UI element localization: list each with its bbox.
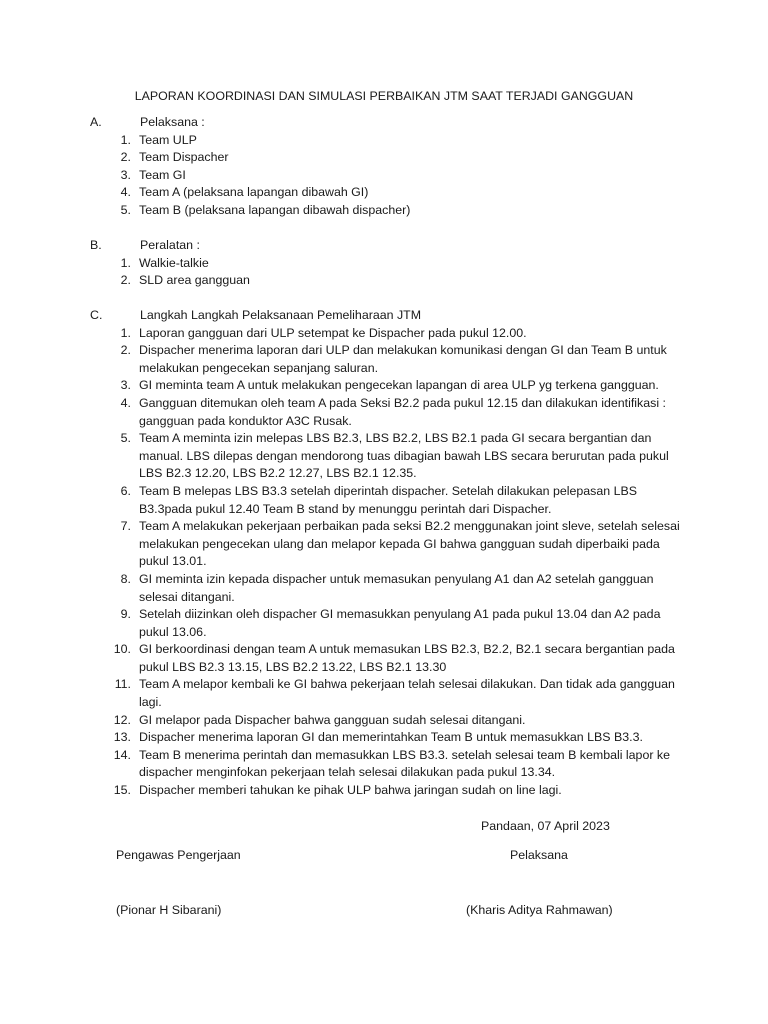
section-c — [90, 307, 690, 800]
item-number: 12. — [113, 712, 131, 727]
item-text: Dispacher memberi tahukan ke pihak ULP bahwa jaringan sudah on line lagi. — [139, 783, 562, 798]
list-item — [90, 571, 690, 606]
item-number: 8. — [120, 571, 131, 586]
section-letter: C. — [90, 308, 103, 322]
item-text: GI melapor pada Dispacher bahwa gangguan sudah selesai ditangani. — [139, 712, 526, 727]
item-number: 2. — [120, 343, 131, 358]
item-text: Team ULP — [139, 132, 197, 147]
list-item — [90, 342, 690, 377]
list-langkah — [90, 325, 690, 800]
document-title: LAPORAN KOORDINASI DAN SIMULASI PERBAIKAN JTM SAAT TERJADI GANGGUAN — [134, 89, 634, 103]
section-letter: B. — [90, 238, 102, 252]
item-number: 2. — [120, 150, 131, 165]
list-item — [90, 325, 690, 343]
section-title: Peralatan : — [140, 238, 200, 252]
item-number: 2. — [120, 273, 131, 288]
list-item — [90, 729, 690, 747]
item-text: Setelah diizinkan oleh dispacher GI memasukkan penyulang A1 pada pukul 13.04 dan A2 pada pukul 13.06. — [139, 607, 661, 639]
list-peralatan — [90, 255, 690, 290]
list-pelaksana — [90, 132, 690, 220]
item-number: 1. — [120, 255, 131, 270]
left-signer-role: Pengawas Pengerjaan — [116, 848, 241, 862]
item-text: Dispacher menerima laporan GI dan memerintahkan Team B untuk memasukkan LBS B3.3. — [139, 730, 643, 745]
item-text: Team A meminta izin melepas LBS B2.3, LBS B2.2, LBS B2.1 pada GI secara bergantian dan manual. LBS dilepas dengan mendorong tuas dibagian bawah LBS secara berurutan pada pukul LBS B2.3 12.20, LBS B2.2 12.27, LBS B2.1 12.35. — [139, 431, 669, 481]
item-number: 11. — [114, 677, 131, 692]
list-item — [90, 676, 690, 711]
list-item — [90, 712, 690, 730]
list-item — [90, 518, 690, 571]
list-item — [90, 149, 690, 167]
section-title: Langkah Langkah Pelaksanaan Pemeliharaan JTM — [140, 308, 422, 322]
item-text: Team B menerima perintah dan memasukkan LBS B3.3. setelah selesai team B kembali lapor ke dispacher menginfokan pekerjaan telah selesai dilakukan pada pukul 13.34. — [139, 747, 670, 780]
item-number: 3. — [120, 167, 131, 182]
item-text: Team GI — [139, 167, 186, 182]
list-item — [90, 272, 690, 290]
list-item — [90, 747, 690, 782]
section-a — [90, 114, 690, 220]
item-text: GI meminta team A untuk melakukan pengecekan lapangan di area ULP yg terkena gangguan. — [139, 378, 659, 393]
section-heading — [90, 114, 690, 132]
item-text: Walkie-talkie — [139, 255, 209, 270]
item-number: 1. — [120, 132, 131, 147]
item-text: SLD area gangguan — [139, 273, 250, 288]
list-item — [90, 202, 690, 220]
item-number: 5. — [120, 431, 131, 446]
item-number: 10. — [113, 642, 131, 657]
item-text: GI berkoordinasi dengan team A untuk memasukan LBS B2.3, B2.2, B2.1 secara bergantian pada pukul LBS B2.3 13.15, LBS B2.2 13.22, LBS B2.1 13.30 — [139, 642, 675, 674]
list-item — [90, 377, 690, 395]
section-b — [90, 237, 690, 290]
section-heading — [90, 307, 690, 325]
item-number: 7. — [120, 519, 131, 534]
list-item — [90, 430, 690, 483]
list-item — [90, 395, 690, 430]
right-signer-name: (Kharis Aditya Rahmawan) — [466, 903, 613, 917]
item-text: Laporan gangguan dari ULP setempat ke Dispacher pada pukul 12.00. — [139, 325, 527, 340]
list-item — [90, 483, 690, 518]
list-item — [90, 255, 690, 273]
section-heading — [90, 237, 690, 255]
item-text: Dispacher menerima laporan dari ULP dan melakukan komunikasi dengan GI dan Team B untuk melakukan pengecekan sepanjang saluran. — [139, 343, 667, 375]
item-text: Team A (pelaksana lapangan dibawah GI) — [139, 185, 369, 200]
left-signer-name: (Pionar H Sibarani) — [116, 903, 222, 917]
item-number: 5. — [120, 202, 131, 217]
item-number: 9. — [120, 607, 131, 622]
item-text: Team A melakukan pekerjaan perbaikan pada seksi B2.2 menggunakan joint sleve, setelah selesai melakukan pengecekan ulang dan melapor kepada GI bahwa gangguan sudah diperbaiki pada pukul 13.01. — [139, 519, 680, 569]
item-number: 1. — [120, 325, 131, 340]
list-item — [90, 782, 690, 800]
item-text: Gangguan ditemukan oleh team A pada Seksi B2.2 pada pukul 12.15 dan dilakukan identifikasi : gangguan pada konduktor A3C Rusak. — [139, 395, 666, 428]
item-number: 15. — [113, 783, 131, 798]
list-item — [90, 132, 690, 150]
item-text: Team B (pelaksana lapangan dibawah dispacher) — [139, 202, 411, 217]
list-item — [90, 184, 690, 202]
place-date: Pandaan, 07 April 2023 — [481, 819, 610, 833]
item-text: GI meminta izin kepada dispacher untuk memasukan penyulang A1 dan A2 setelah gangguan selesai ditangani. — [139, 571, 654, 604]
right-signer-role: Pelaksana — [510, 848, 568, 862]
section-title: Pelaksana : — [140, 115, 205, 129]
item-text: Team A melapor kembali ke GI bahwa pekerjaan telah selesai dilakukan. Dan tidak ada gangguan lagi. — [139, 677, 675, 710]
list-item — [90, 641, 690, 676]
item-text: Team Dispacher — [139, 150, 229, 165]
item-number: 13. — [113, 730, 131, 745]
item-number: 3. — [120, 378, 131, 393]
section-letter: A. — [90, 115, 102, 129]
item-number: 6. — [120, 483, 131, 498]
item-number: 4. — [120, 185, 131, 200]
item-number: 4. — [120, 395, 131, 410]
list-item — [90, 167, 690, 185]
item-text: Team B melepas LBS B3.3 setelah diperintah dispacher. Setelah dilakukan pelepasan LBS B3.3pada pukul 12.40 Team B stand by menunggu perintah dari Dispacher. — [139, 483, 638, 516]
list-item — [90, 606, 690, 641]
item-number: 14. — [113, 747, 131, 762]
